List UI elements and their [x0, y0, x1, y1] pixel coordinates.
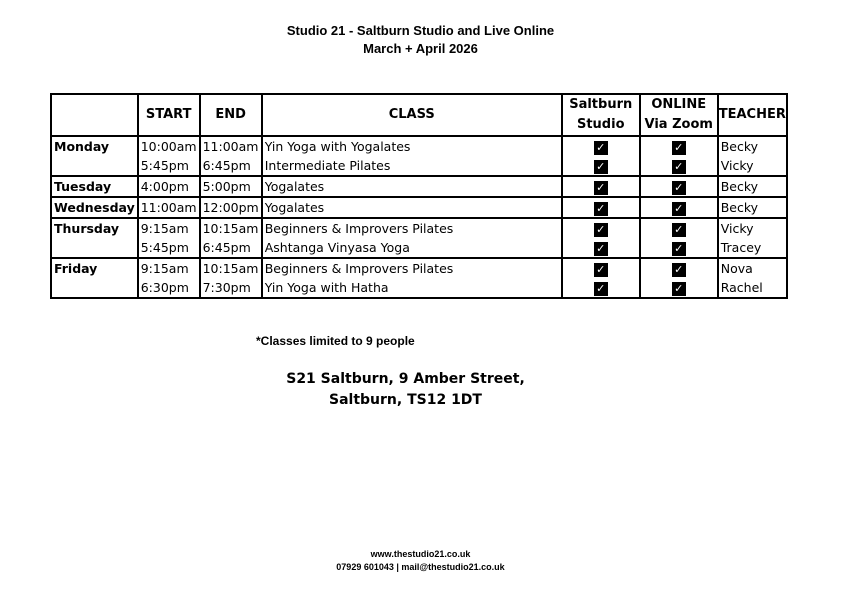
end-time-cell: 7:30pm	[200, 278, 262, 298]
checkbox-checked-icon: ✓	[672, 263, 686, 277]
page-subtitle: March + April 2026	[363, 41, 478, 56]
checkbox-checked-icon: ✓	[594, 263, 608, 277]
day-cell: Tuesday	[51, 176, 138, 197]
header-class: CLASS	[262, 94, 562, 136]
start-time-cell: 9:15am	[138, 258, 200, 278]
teacher-cell: Rachel	[718, 278, 787, 298]
schedule-table	[50, 93, 788, 299]
day-cell: Friday	[51, 258, 138, 278]
table-row	[51, 136, 787, 156]
start-time-cell: 4:00pm	[138, 176, 200, 197]
checkbox-checked-icon: ✓	[672, 181, 686, 195]
checkbox-checked-icon: ✓	[594, 242, 608, 256]
end-time-cell: 5:00pm	[200, 176, 262, 197]
teacher-cell: Tracey	[718, 238, 787, 258]
online-zoom-check-cell	[640, 197, 718, 218]
online-zoom-check-cell	[640, 156, 718, 176]
class-name-cell: Beginners & Improvers Pilates	[262, 258, 562, 278]
day-cell	[51, 238, 138, 258]
day-cell: Thursday	[51, 218, 138, 238]
checkbox-checked-icon: ✓	[672, 223, 686, 237]
end-time-cell: 11:00am	[200, 136, 262, 156]
footer-contact: 07929 601043 | mail@thestudio21.co.uk	[336, 562, 505, 572]
checkbox-checked-icon: ✓	[672, 141, 686, 155]
teacher-cell: Becky	[718, 136, 787, 156]
class-name-cell: Yogalates	[262, 176, 562, 197]
end-time-cell: 10:15am	[200, 258, 262, 278]
address-line-2: Saltburn, TS12 1DT	[329, 392, 482, 408]
saltburn-studio-check-cell	[562, 176, 640, 197]
table-row	[51, 197, 787, 218]
saltburn-studio-check-cell	[562, 238, 640, 258]
start-time-cell: 5:45pm	[138, 238, 200, 258]
day-cell	[51, 278, 138, 298]
header-day	[51, 94, 138, 136]
end-time-cell: 6:45pm	[200, 156, 262, 176]
start-time-cell: 5:45pm	[138, 156, 200, 176]
table-row	[51, 278, 787, 298]
teacher-cell: Becky	[718, 176, 787, 197]
class-name-cell: Yogalates	[262, 197, 562, 218]
online-zoom-check-cell	[640, 218, 718, 238]
checkbox-checked-icon: ✓	[594, 202, 608, 216]
capacity-note: *Classes limited to 9 people	[256, 334, 415, 348]
class-name-cell: Beginners & Improvers Pilates	[262, 218, 562, 238]
checkbox-checked-icon: ✓	[672, 160, 686, 174]
table-row	[51, 238, 787, 258]
teacher-cell: Becky	[718, 197, 787, 218]
start-time-cell: 9:15am	[138, 218, 200, 238]
start-time-cell: 11:00am	[138, 197, 200, 218]
saltburn-studio-check-cell	[562, 218, 640, 238]
footer-website: www.thestudio21.co.uk	[370, 549, 471, 559]
saltburn-studio-check-cell	[562, 197, 640, 218]
table-row	[51, 218, 787, 238]
table-row	[51, 258, 787, 278]
checkbox-checked-icon: ✓	[594, 141, 608, 155]
header-saltburn-studio: Saltburn Studio	[562, 94, 640, 136]
header-teacher: TEACHER	[718, 94, 787, 136]
class-name-cell: Yin Yoga with Hatha	[262, 278, 562, 298]
end-time-cell: 6:45pm	[200, 238, 262, 258]
start-time-cell: 10:00am	[138, 136, 200, 156]
end-time-cell: 12:00pm	[200, 197, 262, 218]
table-header-row	[51, 94, 787, 136]
checkbox-checked-icon: ✓	[672, 242, 686, 256]
end-time-cell: 10:15am	[200, 218, 262, 238]
header-online-zoom: ONLINE Via Zoom	[640, 94, 718, 136]
teacher-cell: Vicky	[718, 156, 787, 176]
day-cell: Monday	[51, 136, 138, 156]
table-row	[51, 176, 787, 197]
checkbox-checked-icon: ✓	[594, 223, 608, 237]
online-zoom-check-cell	[640, 278, 718, 298]
checkbox-checked-icon: ✓	[594, 181, 608, 195]
teacher-cell: Nova	[718, 258, 787, 278]
class-name-cell: Ashtanga Vinyasa Yoga	[262, 238, 562, 258]
saltburn-studio-check-cell	[562, 136, 640, 156]
checkbox-checked-icon: ✓	[594, 160, 608, 174]
saltburn-studio-check-cell	[562, 156, 640, 176]
teacher-cell: Vicky	[718, 218, 787, 238]
page-title: Studio 21 - Saltburn Studio and Live Online	[286, 23, 555, 38]
checkbox-checked-icon: ✓	[594, 282, 608, 296]
header-end: END	[200, 94, 262, 136]
start-time-cell: 6:30pm	[138, 278, 200, 298]
table-row	[51, 156, 787, 176]
address-line-1: S21 Saltburn, 9 Amber Street,	[286, 371, 525, 387]
online-zoom-check-cell	[640, 238, 718, 258]
checkbox-checked-icon: ✓	[672, 202, 686, 216]
class-name-cell: Yin Yoga with Yogalates	[262, 136, 562, 156]
day-cell: Wednesday	[51, 197, 138, 218]
checkbox-checked-icon: ✓	[672, 282, 686, 296]
day-cell	[51, 156, 138, 176]
online-zoom-check-cell	[640, 176, 718, 197]
online-zoom-check-cell	[640, 136, 718, 156]
header-start: START	[138, 94, 200, 136]
saltburn-studio-check-cell	[562, 258, 640, 278]
saltburn-studio-check-cell	[562, 278, 640, 298]
class-name-cell: Intermediate Pilates	[262, 156, 562, 176]
online-zoom-check-cell	[640, 258, 718, 278]
